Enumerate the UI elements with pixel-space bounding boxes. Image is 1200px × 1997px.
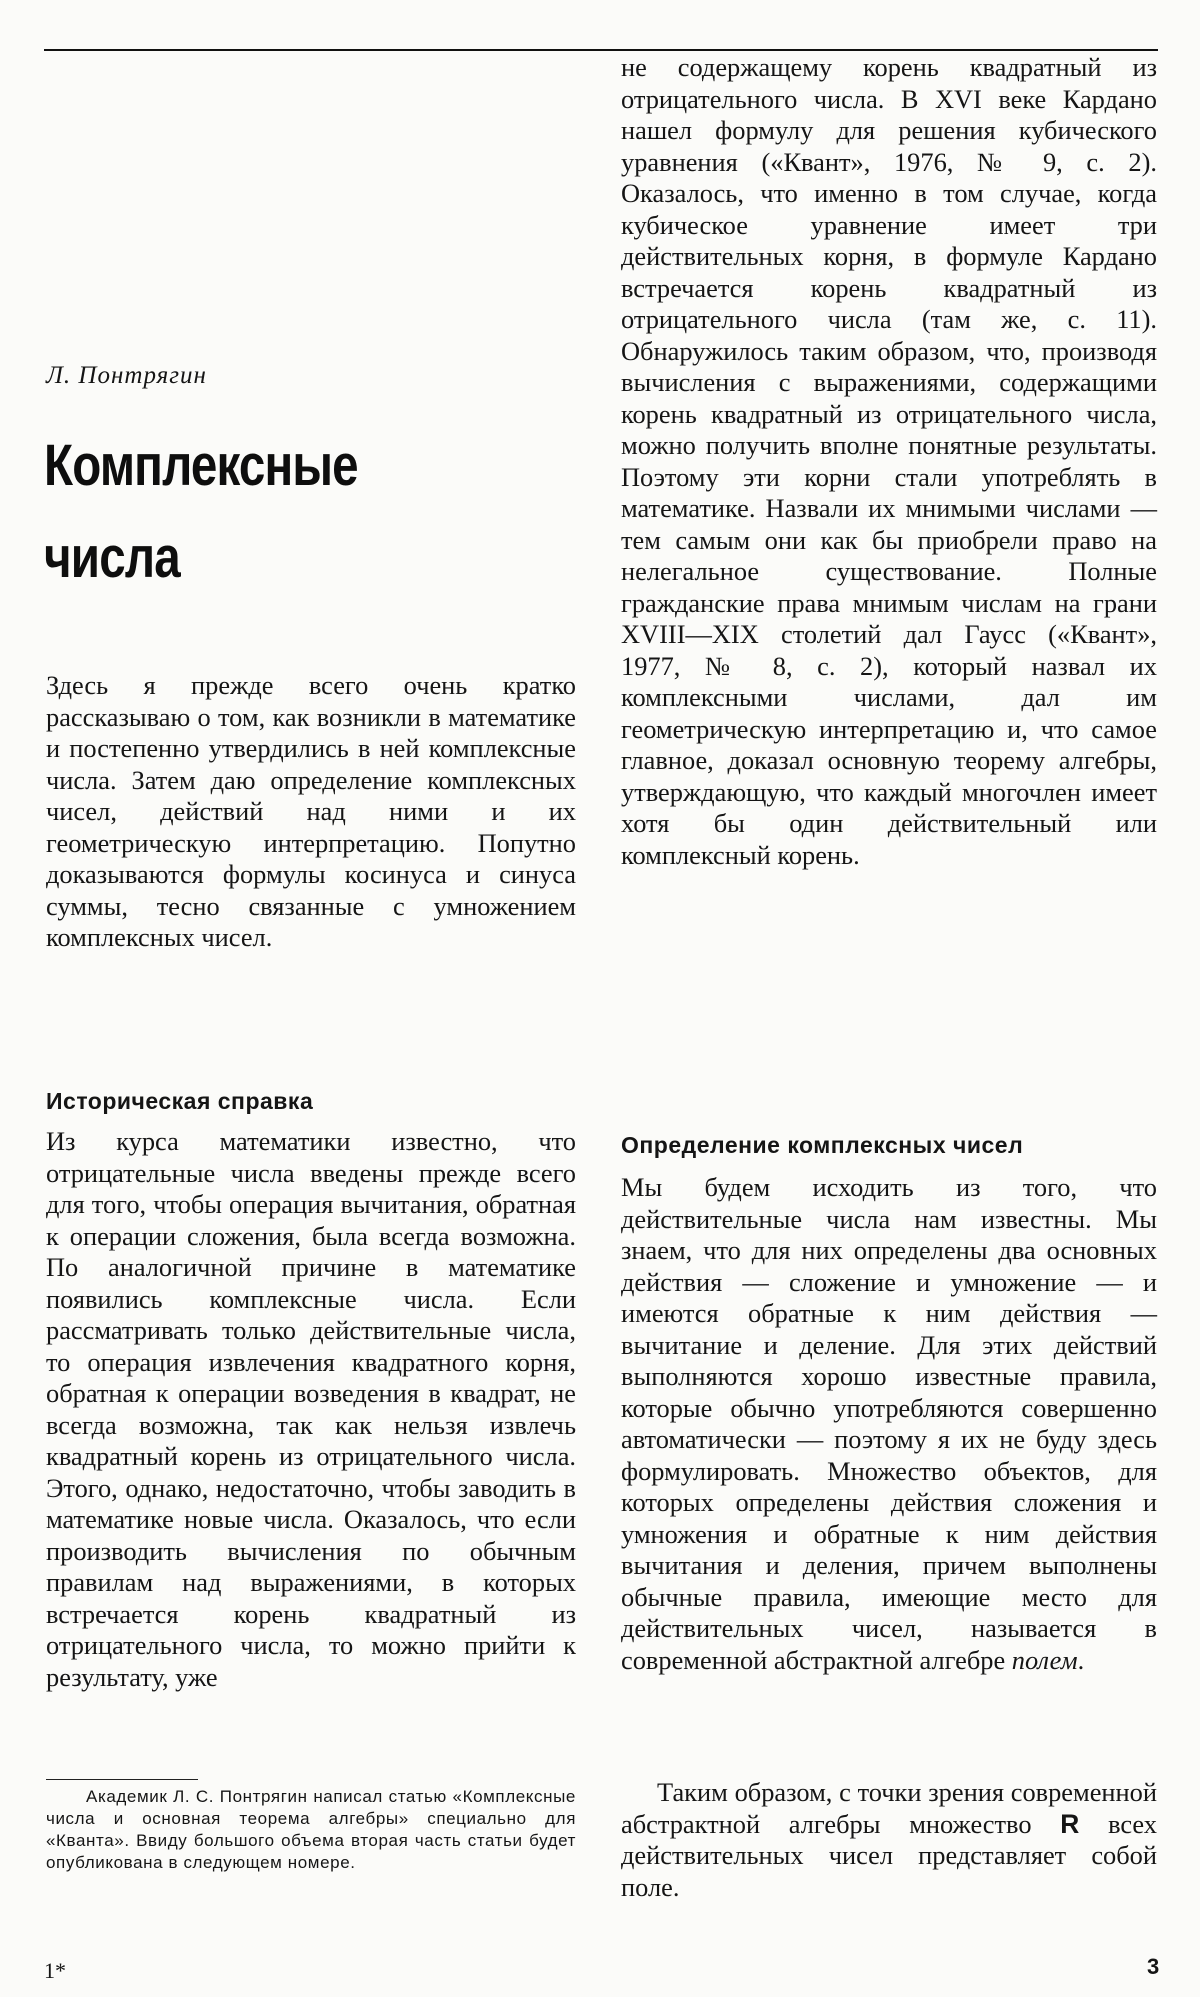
definition-text-2b: всех действительных чисел представляет собой поле.	[621, 1808, 1157, 1902]
article-title	[44, 420, 358, 604]
signature-mark: 1*	[44, 1958, 66, 1983]
title-line-1: Комплексные	[44, 433, 358, 498]
definition-heading: Определение комплексных чисел	[621, 1132, 1024, 1158]
history-paragraph: Из курса математики известно, что отрицательные числа введены прежде всего для того, чтобы операция вычитания, обратная к операции сложения, была всегда возможна. По аналогичной причине в математике появились комплексные числа. Если рассматривать только действительные числа, то операция извлечения квадратного корня, обратная к операции возведения в квадрат, не всегда возможна, так как нельзя извлечь квадратный корень из отрицательного числа. Этого, однако, недостаточно, чтобы заводить в математике новые числа. Оказалось, что если производить вычисления по обычным правилам над выражениями, в которых встречается корень квадратный из отрицательного числа, то можно прийти к результату, уже	[46, 1126, 576, 1692]
definition-paragraph-2	[621, 1777, 1157, 1903]
definition-period: .	[1077, 1644, 1085, 1675]
history-continuation: не содержащему корень квадратный из отрицательного числа. В XVI веке Кардано нашел формулу для решения кубического уравнения («Квант», 1976, № 9, с. 2). Оказалось, что именно в том случае, когда кубическое уравнение имеет три действительных корня, в формуле Кардано встречается корень квадратный из отрицательного числа (там же, с. 11). Обнаружилось таким образом, что, производя вычисления с выражениями, содержащими корень квадратный из отрицательного числа, можно получить вполне понятные результаты. Поэтому эти корни стали употреблять в математике. Назвали их мнимыми числами — тем самым они как бы приобрели право на нелегальное существование. Полные гражданские права мнимым числам на грани XVIII—XIX столетий дал Гаусс («Квант», 1977, № 8, с. 2), который назвал их комплексными числами, дал им геометрическую интерпретацию и, что самое главное, доказал основную теорему алгебры, утверждающую, что каждый многочлен имеет хотя бы один действительный или комплексный корень.	[621, 52, 1157, 870]
intro-paragraph: Здесь я прежде всего очень кратко рассказываю о том, как возникли в математике и постепенно утвердились в ней комплексные числа. Затем даю определение комплексных чисел, действий над ними и их геометрическую интерпретацию. Попутно доказываются формулы косинуса и синуса суммы, тесно связанные с умножением комплексных чисел.	[46, 670, 576, 952]
history-heading: Историческая справка	[46, 1088, 314, 1114]
title-line-2: числа	[44, 525, 180, 590]
field-term: полем	[1011, 1644, 1078, 1675]
top-rule	[44, 49, 1158, 51]
definition-text-2a: Таким образом, с точки зрения современной абстрактной алгебры множество	[621, 1777, 1157, 1839]
real-set-symbol: R	[1060, 1808, 1080, 1839]
definition-paragraph-1	[621, 1172, 1157, 1676]
definition-text: Мы будем исходить из того, что действительные числа нам известны. Мы знаем, что для них определены два основных действия — сложение и умножение — и имеются обратные к ним действия — вычитание и деление. Для этих действий выполняются хорошо известные правила, которые обычно употребляются совершенно автоматически — поэтому я их не буду здесь формулировать. Множество объектов, для которых определены действия сложения и умножения и обратные к ним действия вычитания и деления, причем выполнены обычные правила, имеющие место для действительных чисел, называется в современной абстрактной алгебре	[621, 1172, 1157, 1675]
author-name: Л. Понтрягин	[46, 362, 207, 389]
footnote: Академик Л. С. Понтрягин написал статью «Комплексные числа и основная теорема алгебры» специально для «Кванта». Ввиду большого объема вторая часть статьи будет опубликована в следующем номере.	[46, 1787, 576, 1872]
footnote-rule	[46, 1779, 198, 1780]
page-number: 3	[1147, 1954, 1160, 1979]
